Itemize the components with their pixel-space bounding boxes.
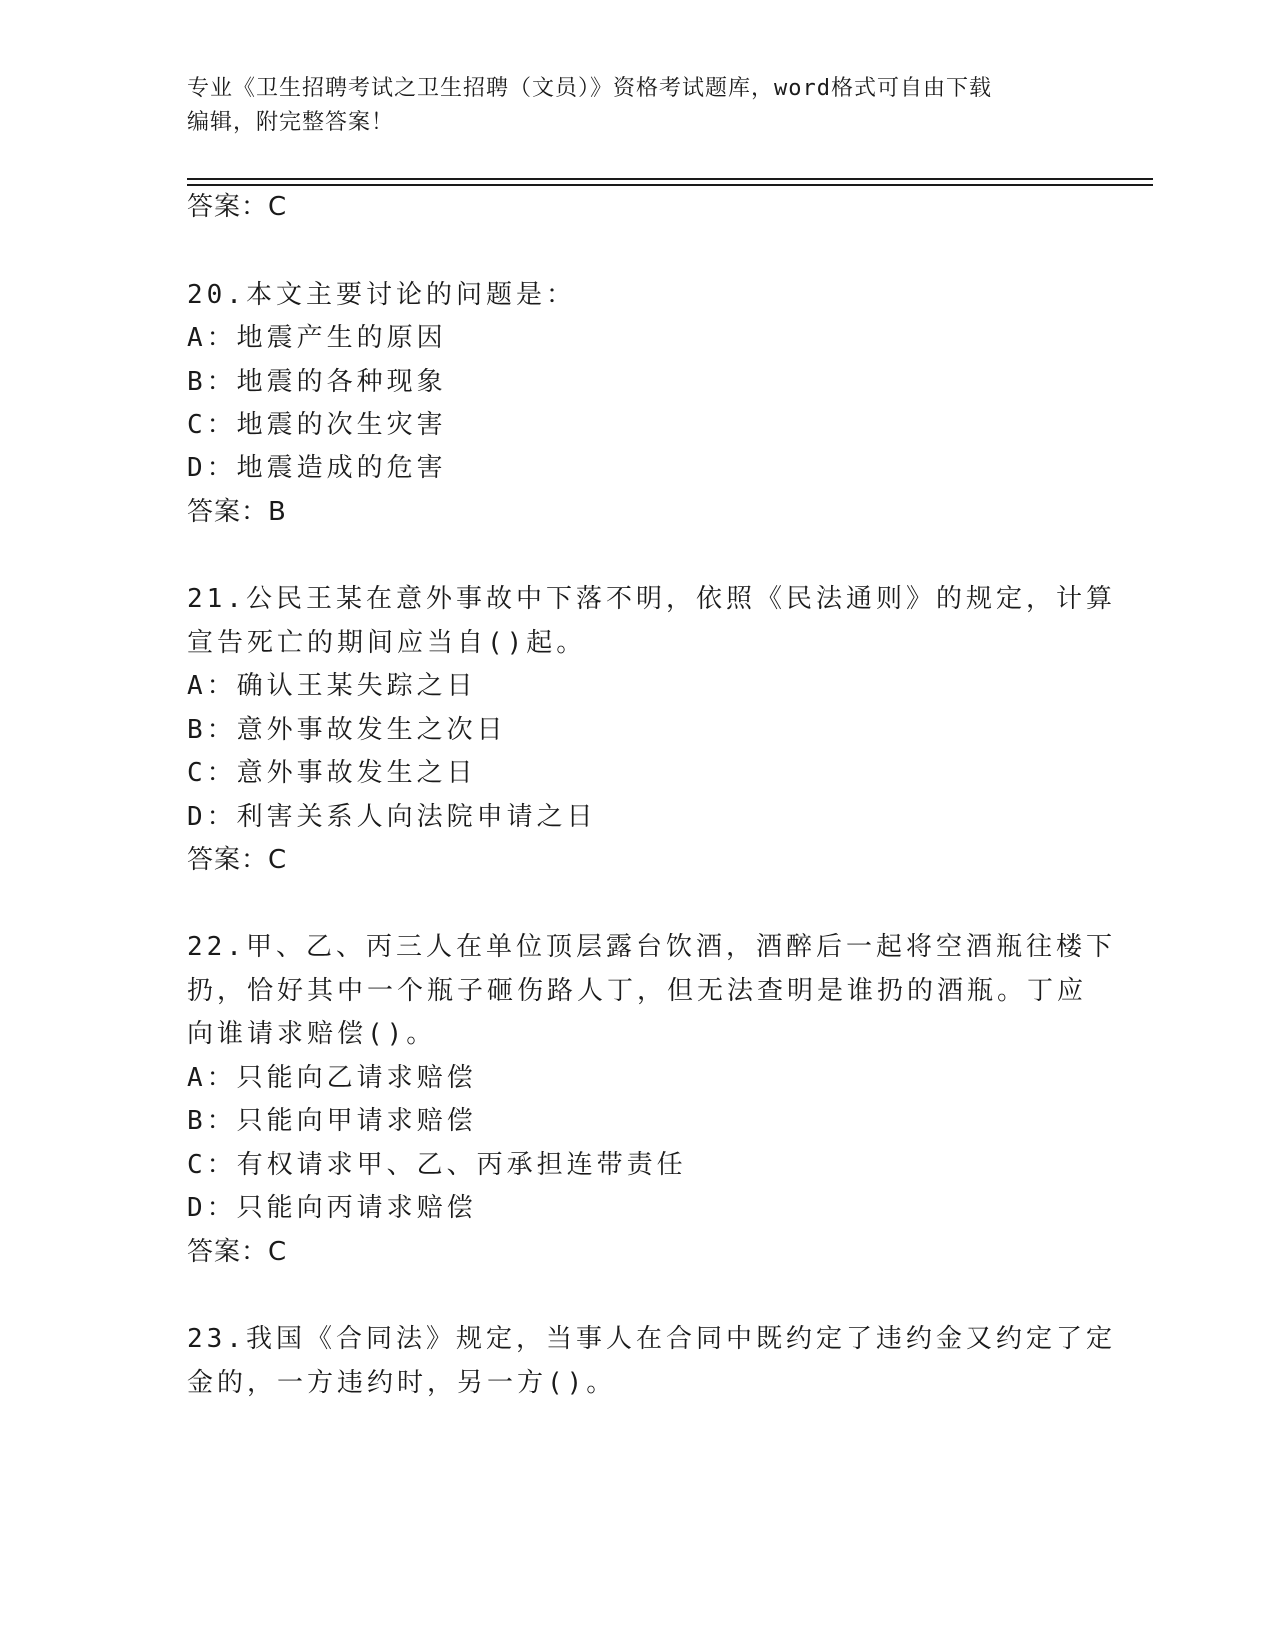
question-20-option-c: C：地震的次生灾害 — [187, 410, 447, 440]
header-divider-top — [187, 178, 1153, 180]
question-22-option-b: B：只能向甲请求赔偿 — [187, 1106, 477, 1136]
question-21-option-b: B：意外事故发生之次日 — [187, 715, 507, 745]
question-21-stem-line-1: 21.公民王某在意外事故中下落不明，依照《民法通则》的规定，计算 — [187, 584, 1116, 614]
question-20-option-d: D：地震造成的危害 — [187, 453, 447, 483]
question-23-stem-line-2: 金的，一方违约时，另一方()。 — [187, 1368, 617, 1398]
question-21-option-d: D：利害关系人向法院申请之日 — [187, 802, 597, 832]
question-20-stem: 20.本文主要讨论的问题是： — [187, 280, 576, 310]
question-23-stem-line-1: 23.我国《合同法》规定，当事人在合同中既约定了违约金又约定了定 — [187, 1324, 1116, 1354]
question-22-option-d: D：只能向丙请求赔偿 — [187, 1193, 477, 1223]
previous-answer: 答案：C — [187, 192, 288, 222]
question-21-option-a: A：确认王某失踪之日 — [187, 671, 477, 701]
question-22-stem-line-2: 扔，恰好其中一个瓶子砸伤路人丁，但无法查明是谁扔的酒瓶。丁应 — [187, 976, 1088, 1006]
question-22-option-a: A：只能向乙请求赔偿 — [187, 1063, 477, 1093]
question-22-stem-line-1: 22.甲、乙、丙三人在单位顶层露台饮酒，酒醉后一起将空酒瓶往楼下 — [187, 932, 1116, 962]
question-20-option-b: B：地震的各种现象 — [187, 367, 447, 397]
header-line-1: 专业《卫生招聘考试之卫生招聘（文员）》资格考试题库，word格式可自由下载 — [187, 76, 992, 101]
question-21-option-c: C：意外事故发生之日 — [187, 758, 477, 788]
question-22-option-c: C：有权请求甲、乙、丙承担连带责任 — [187, 1150, 687, 1180]
question-22-stem-line-3: 向谁请求赔偿()。 — [187, 1019, 437, 1049]
question-20-option-a: A：地震产生的原因 — [187, 323, 447, 353]
question-21-answer: 答案：C — [187, 845, 288, 875]
header-divider-bottom — [187, 184, 1153, 186]
header-line-2: 编辑，附完整答案！ — [187, 110, 395, 135]
question-22-answer: 答案：C — [187, 1237, 288, 1267]
document-header — [187, 72, 1067, 140]
question-21-stem-line-2: 宣告死亡的期间应当自()起。 — [187, 628, 587, 658]
question-20-answer: 答案：B — [187, 497, 287, 527]
